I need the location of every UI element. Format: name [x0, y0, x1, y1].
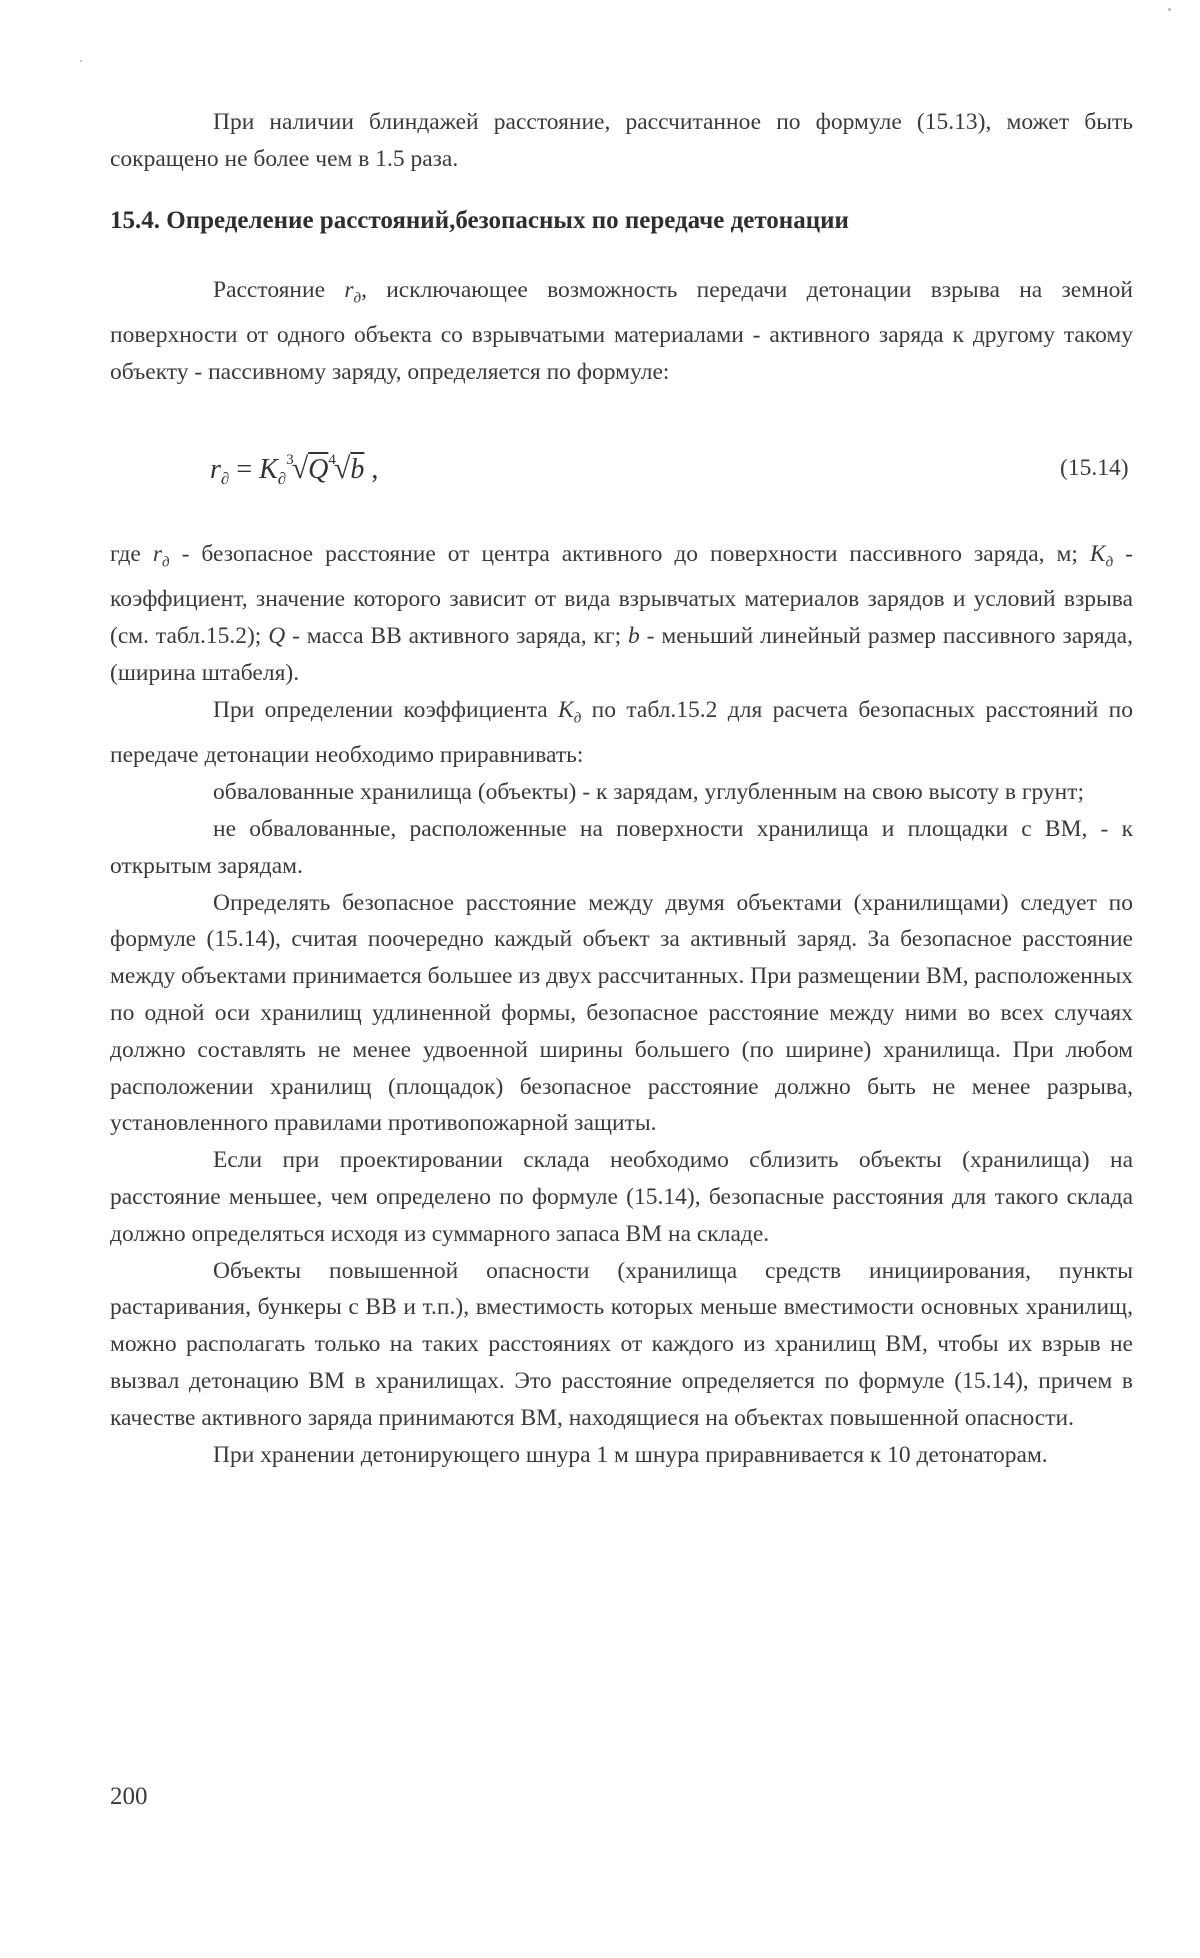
body-paragraph: Объекты повышенной опасности (хранилища средств инициирования, пункты растаривания, бункеры с ВВ и т.п.), вместимость которых меньше вместимости основных хранилищ, можно располагать только на таких расстояниях от каждого из хранилищ ВМ, чтобы их взрыв не вызвал детонацию ВМ в хранилищах. Это расстояние определяется по формуле (15.14), причем в качестве активного заряда принимаются ВМ, находящиеся на объектах повышенной опасности. — [110, 1257, 1133, 1431]
where-paragraph: где $r_д$ - безопасное расстояние от центра активного до поверхности пассивного заряда, м; $K_д$ - коэффициент, значение которого зависит от вида взрывчатых материалов зарядов и условий взрыва (см. табл.15.2); Q - масса ВВ активного заряда, кг; b - меньший линейный размер пассивного заряда, (ширина штабеля). — [110, 541, 1134, 687]
section-heading: 15.4. Определение расстояний,безопасных по передаче детонации — [110, 207, 849, 234]
body-paragraph: При хранении детонирующего шнура 1 м шнура приравнивается к 10 детонаторам. — [213, 1441, 1048, 1468]
main-body — [110, 536, 1133, 1473]
cube-root: $^3$√Q — [286, 452, 329, 485]
scan-speck — [1168, 8, 1171, 11]
coefficient-rule-paragraph: При определении коэффициента $K_д$ по табл.15.2 для расчета безопасных расстояний по передаче детонации необходимо приравнивать: — [110, 696, 1133, 769]
scan-speck — [80, 60, 82, 62]
body-paragraph: Определять безопасное расстояние между двумя объектами (хранилищами) следует по формуле (15.14), считая поочередно каждый объект за активный заряд. За безопасное расстояние между объектами принимается большее из двух рассчитанных. При размещении ВМ, расположенных по одной оси хранилищ удлиненной формы, безопасное расстояние между ними во всех случаях должно составлять не менее удвоенной ширины большего (по ширине) хранилища. При любом расположении хранилищ (площадок) безопасное расстояние должно быть не менее разрыва, установленного правилами противопожарной защиты. — [110, 889, 1133, 1137]
definition-paragraph — [110, 272, 1133, 391]
rule-item: не обвалованные, расположенные на поверхности хранилища и площадки с ВМ, - к открытым зарядам. — [110, 815, 1133, 879]
intro-paragraph — [110, 104, 1133, 178]
body-paragraph: Если при проектировании склада необходимо сблизить объекты (хранилища) на расстояние меньшее, чем определено по формуле (15.14), безопасные расстояния для такого склада должно определяться исходя из суммарного запаса ВМ на складе. — [110, 1147, 1133, 1247]
intro-text: При наличии блиндажей расстояние, рассчитанное по формуле (15.13), может быть сокращено не более чем в 1.5 раза. — [110, 109, 1133, 172]
definition-text: Расстояние $r_д$, исключающее возможность передачи детонации взрыва на земной поверхности от одного объекта со взрывчатыми материалами - активного заряда к другому такому объекту - пассивному заряду, определяется по формуле: — [110, 277, 1133, 386]
formula-number: (15.14) — [1060, 455, 1129, 481]
fourth-root: $^4$√b — [328, 452, 365, 485]
formula-15-14: $r_\partial = K_\partial^3√Q^4√b$ , — [210, 452, 379, 488]
rule-item: обвалованные хранилища (объекты) - к зарядам, углубленным на свою высоту в грунт; — [213, 779, 1085, 806]
page-number: 200 — [110, 1783, 148, 1810]
var-r: $r_д$ — [344, 277, 362, 307]
